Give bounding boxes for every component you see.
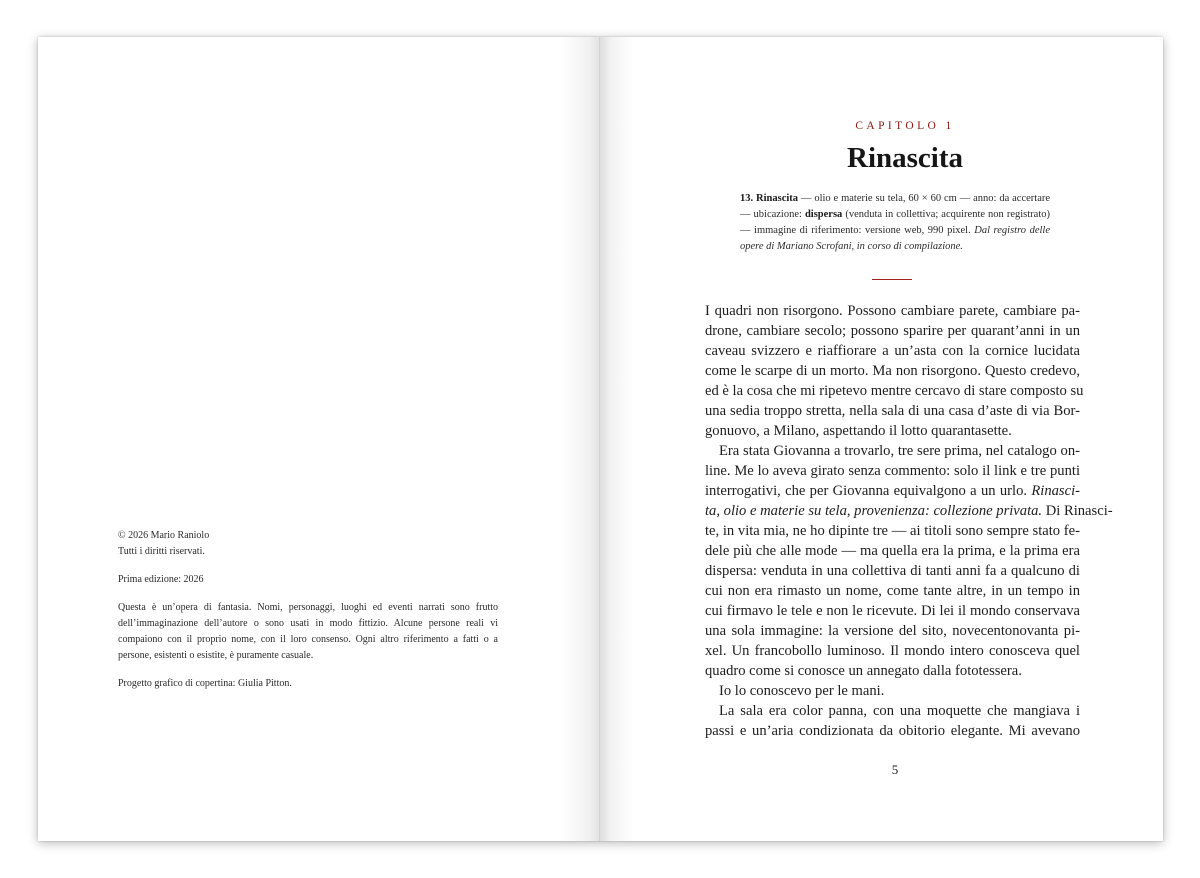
- epigraph: [740, 191, 1050, 255]
- body-segment: interrogativi, che per Giovanna equivalgono a un urlo.: [705, 483, 1028, 499]
- right-page: [600, 37, 1163, 841]
- body-line: Io lo conoscevo per le mani.: [719, 683, 885, 699]
- body-line: te, in vita mia, ne ho dipinte tre — ai titoli sono sempre stato fe-: [705, 523, 1080, 539]
- body-segment-italic: ta, olio e materie su tela, provenienza: collezione privata.: [705, 503, 1043, 519]
- chapter-body: [705, 301, 1113, 741]
- epigraph-status: dispersa: [804, 209, 843, 220]
- chapter-label: CAPITOLO 1: [855, 120, 955, 132]
- body-line: dispersa: venduta in una collettiva di tanti anni fa a qualcuno di: [705, 563, 1080, 579]
- body-line: cui firmavo le tele e non le ricevute. Di lei il mondo conservava: [705, 603, 1080, 619]
- epigraph-text-1: — olio e materie su tela, 60 × 60 cm — anno: da accertare — ubicazione:: [740, 193, 1051, 220]
- body-line: quadro come si conosce un annegato dalla fototessera.: [705, 663, 1022, 679]
- left-page: [38, 37, 600, 841]
- body-line: I quadri non risorgono. Possono cambiare parete, cambiare pa-: [705, 303, 1080, 319]
- body-line: come le scarpe di un morto. Ma non risorgono. Questo credevo,: [705, 363, 1080, 379]
- body-segment-italic: Rinasci-: [1031, 483, 1080, 499]
- body-line: xel. Un francobollo luminoso. Il mondo intero conosceva quel: [705, 643, 1080, 659]
- ornamental-rule: [872, 279, 912, 280]
- body-line-mixed: [705, 501, 1113, 521]
- body-line: cui non era rimasto un nome, come tante altre, in un tempo in: [705, 583, 1080, 599]
- copyright-line: © 2026 Mario Raniolo: [118, 530, 210, 541]
- body-line: dele più che alle mode — ma quella era la prima, e la prima era: [705, 543, 1080, 559]
- body-line: gonuovo, a Milano, aspettando il lotto quarantasette.: [705, 423, 1012, 439]
- epigraph-source-note: Dal registro delle opere di Mariano Scrofani, in corso di compilazione.: [740, 225, 1050, 252]
- body-line: line. Me lo aveva girato senza commento: solo il link e tre punti: [705, 463, 1080, 479]
- cover-credits: Progetto grafico di copertina: Giulia Pitton.: [118, 678, 292, 689]
- book-spread: [38, 37, 1163, 841]
- body-line: ed è la cosa che mi ripetevo mentre cercavo di stare composto su: [705, 383, 1084, 399]
- body-line-mixed: [705, 481, 1080, 501]
- edition-line: Prima edizione: 2026: [118, 574, 204, 585]
- fiction-notice: Questa è un’opera di fantasia. Nomi, personaggi, luoghi ed eventi narrati sono frutto dell’immaginazione dell’autore o sono usati in modo fittizio. Alcune persone reali vi compaiono con il proprio nome, con il loro consenso. Ogni altro riferimento a fatti o a persone, esistenti o esistite, è puramente casuale.: [118, 602, 498, 661]
- body-line: La sala era color panna, con una moquette che mangiava i: [719, 703, 1080, 719]
- epigraph-text-2: (venduta in collettiva; acquirente non registrato) — immagine di riferimento: versione web, 990 pixel.: [740, 209, 1050, 236]
- chapter-title: Rinascita: [847, 142, 963, 174]
- body-line: caveau svizzero e riaffiorare a un’asta con la cornice lucidata: [705, 343, 1080, 359]
- rights-line: Tutti i diritti riservati.: [118, 546, 205, 557]
- body-segment: Di Rinasci-: [1042, 503, 1113, 519]
- body-line: passi e un’aria condizionata da obitorio elegante. Mi avevano: [705, 723, 1080, 739]
- epigraph-work-title: 13. Rinascita: [740, 193, 799, 204]
- body-line: una sola immagine: la versione del sito, novecentonovanta pi-: [705, 623, 1080, 639]
- body-line: una sedia troppo stretta, nella sala di una casa d’aste di via Bor-: [705, 403, 1080, 419]
- body-line: drone, cambiare secolo; possono sparire per quarant’anni in un: [705, 323, 1080, 339]
- colophon: [118, 528, 498, 692]
- body-line: Era stata Giovanna a trovarlo, tre sere prima, nel catalogo on-: [719, 443, 1080, 459]
- page-number: 5: [891, 762, 899, 777]
